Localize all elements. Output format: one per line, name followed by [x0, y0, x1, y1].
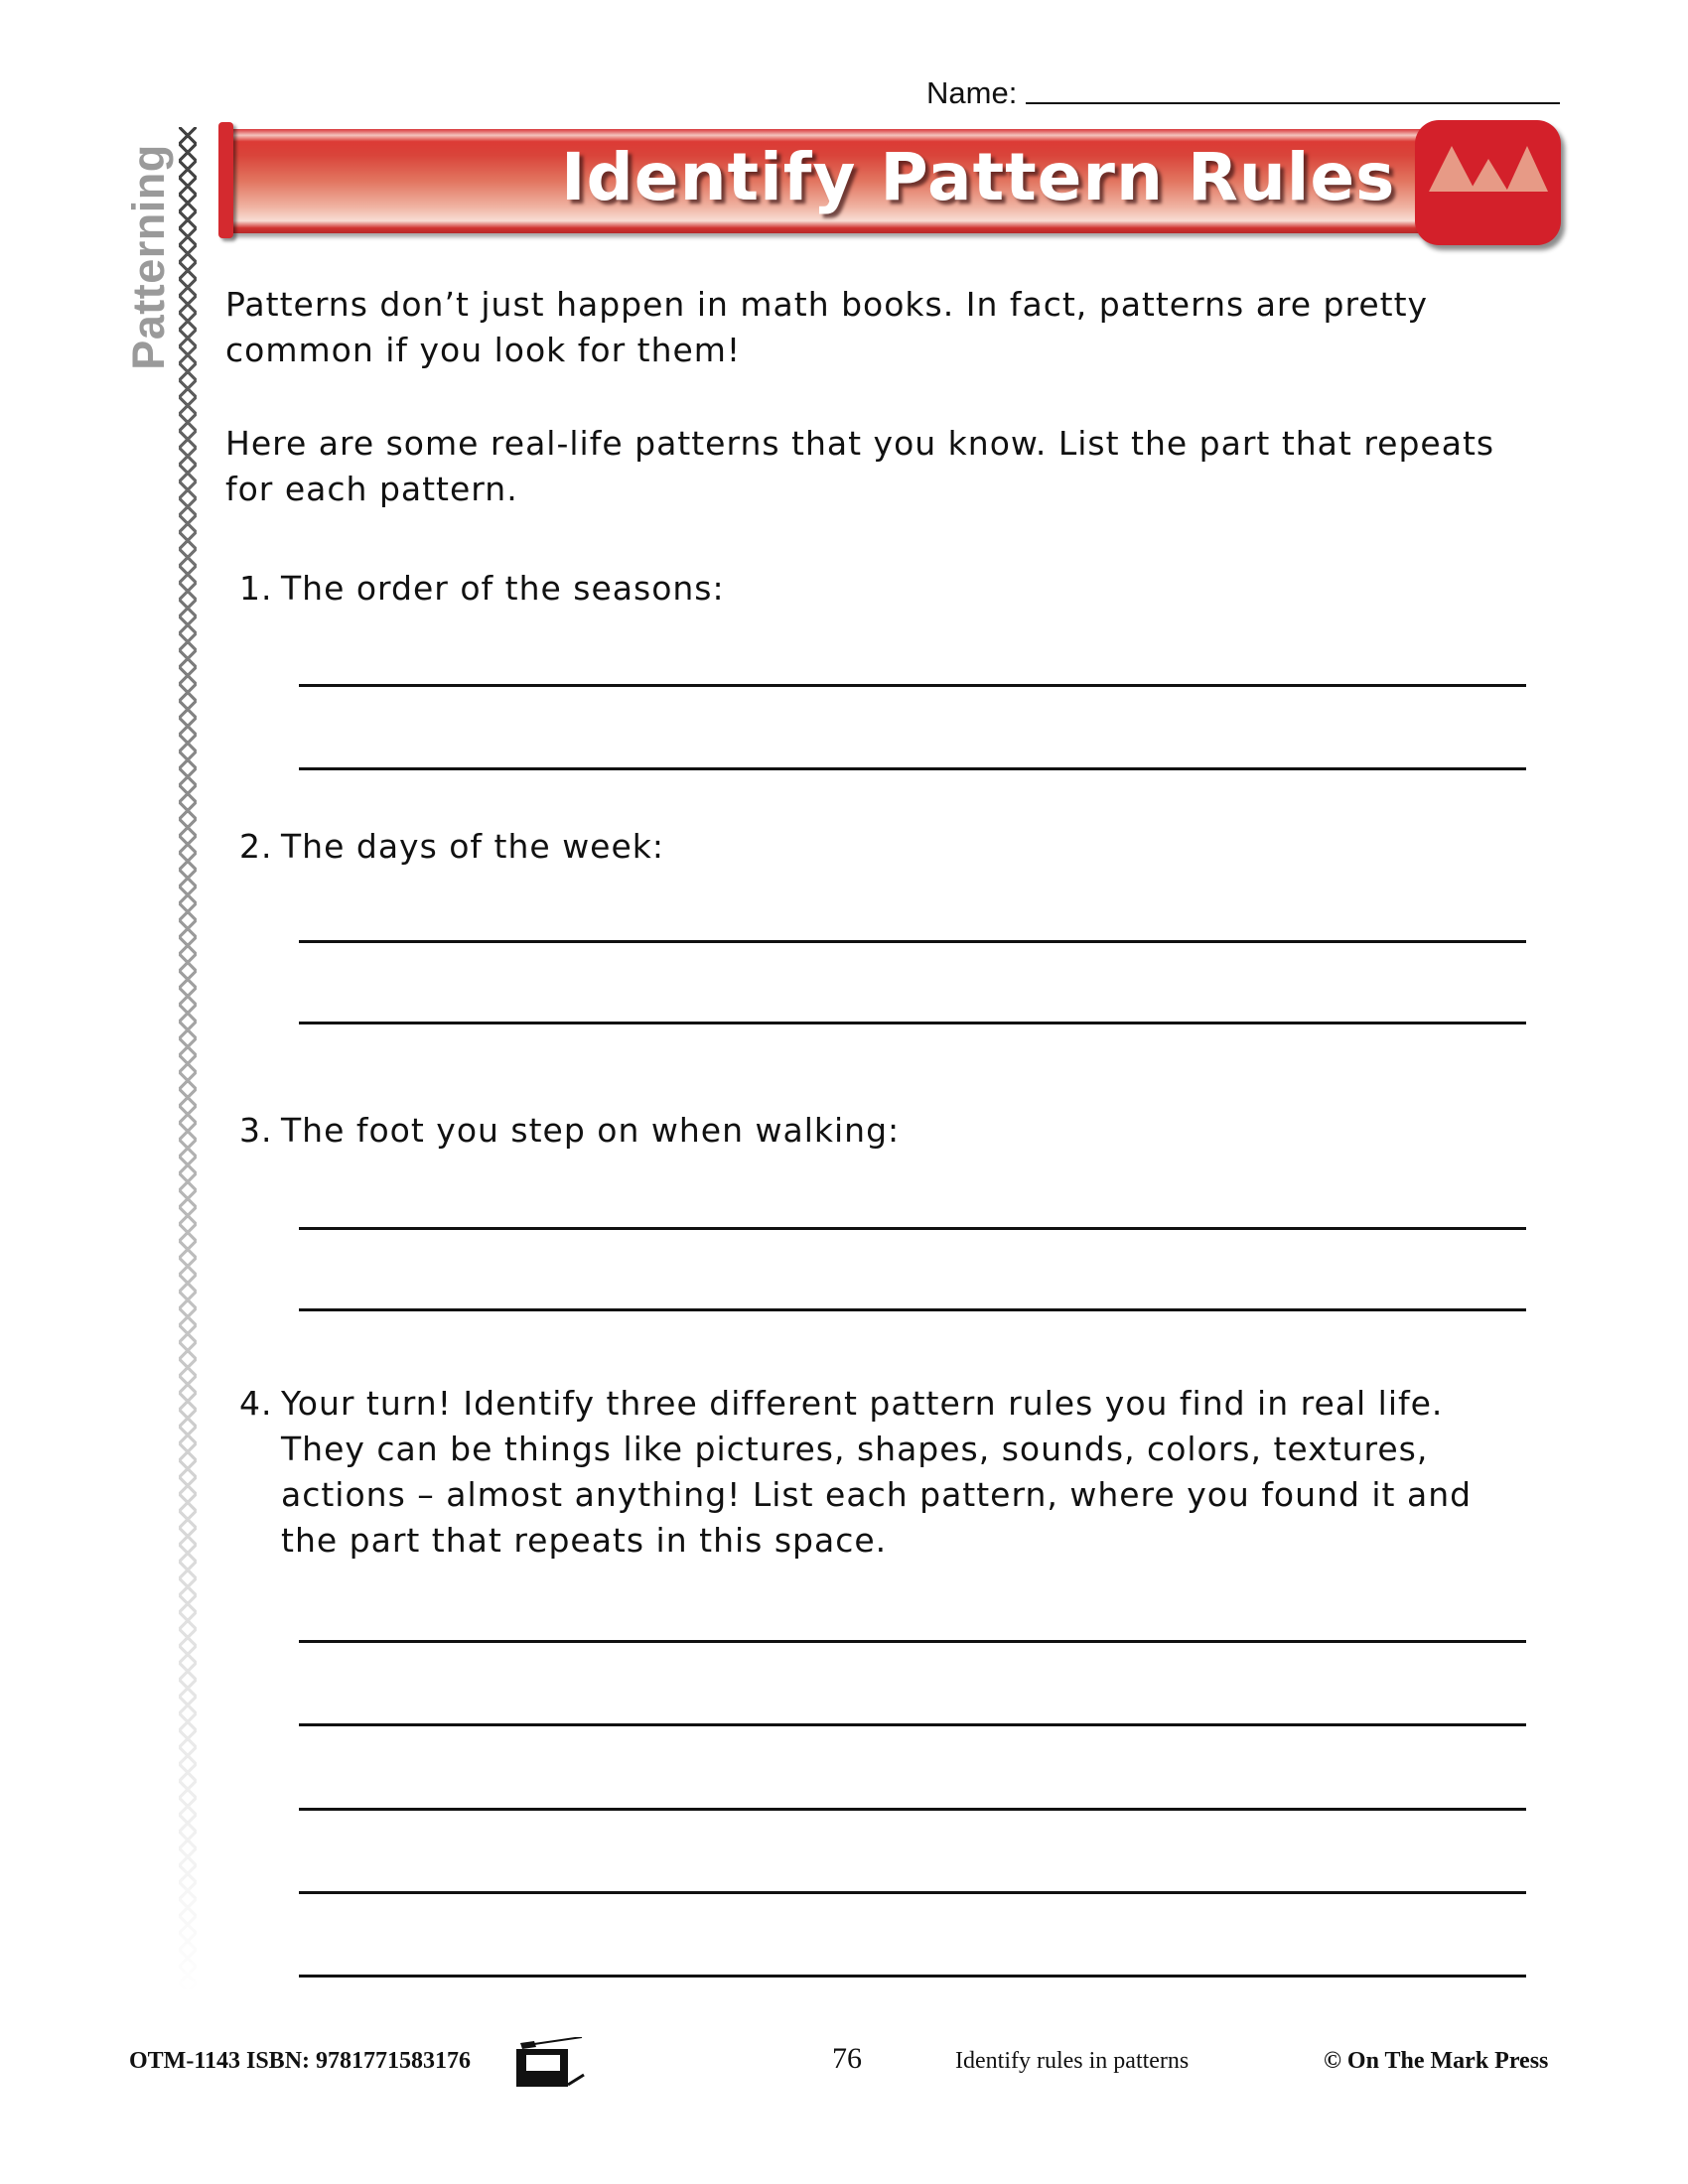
footer-topic: Identify rules in patterns [955, 2048, 1190, 2074]
title-banner-cap [218, 122, 233, 238]
answer-line[interactable] [299, 1640, 1526, 1643]
instruction-line: for each pattern. [225, 470, 518, 508]
footer-product-code: OTM-1143 ISBN: 9781771583176 [129, 2048, 472, 2074]
photocopier-icon [514, 2037, 614, 2093]
question-text: The order of the seasons: [281, 569, 725, 608]
answer-line[interactable] [299, 1723, 1526, 1726]
answer-line[interactable] [299, 1022, 1526, 1024]
answer-line[interactable] [299, 684, 1526, 687]
answer-line[interactable] [299, 1891, 1526, 1894]
question-number: 4. [239, 1384, 273, 1423]
question-text: actions – almost anything! List each pattern, where you found it and [281, 1475, 1473, 1514]
footer-copyright: © On The Mark Press [1324, 2048, 1549, 2074]
answer-line[interactable] [299, 767, 1526, 770]
triangles-pattern-icon [1415, 120, 1561, 245]
intro-line: Patterns don’t just happen in math books. In fact, patterns are pretty [225, 285, 1429, 324]
question-number: 3. [239, 1111, 273, 1150]
page-number: 76 [832, 2042, 862, 2075]
name-input-line[interactable] [1026, 102, 1560, 104]
instruction-line: Here are some real-life patterns that you know. List the part that repeats [225, 424, 1495, 463]
page-title: Identify Pattern Rules [561, 139, 1396, 215]
section-side-label: Patterning [123, 144, 174, 370]
answer-line[interactable] [299, 940, 1526, 943]
question-number: 2. [239, 827, 273, 866]
intro-paragraph-1 [225, 282, 1428, 373]
question-text: The days of the week: [281, 827, 665, 866]
question-text: Your turn! Identify three different pattern rules you find in real life. [281, 1384, 1444, 1423]
answer-line[interactable] [299, 1308, 1526, 1311]
question-4 [239, 1381, 1472, 1564]
answer-line[interactable] [299, 1808, 1526, 1811]
question-number: 1. [239, 569, 273, 608]
name-label: Name: [926, 75, 1018, 110]
intro-line: common if you look for them! [225, 331, 742, 369]
diamond-border-strip [179, 127, 197, 2003]
question-2 [239, 824, 664, 870]
question-3 [239, 1108, 900, 1154]
question-text: The foot you step on when walking: [281, 1111, 901, 1150]
question-text: They can be things like pictures, shapes, sounds, colors, textures, [281, 1430, 1429, 1468]
answer-line[interactable] [299, 1975, 1526, 1978]
intro-paragraph-2 [225, 421, 1494, 512]
question-text: the part that repeats in this space. [281, 1521, 888, 1560]
question-1 [239, 566, 725, 612]
answer-line[interactable] [299, 1227, 1526, 1230]
